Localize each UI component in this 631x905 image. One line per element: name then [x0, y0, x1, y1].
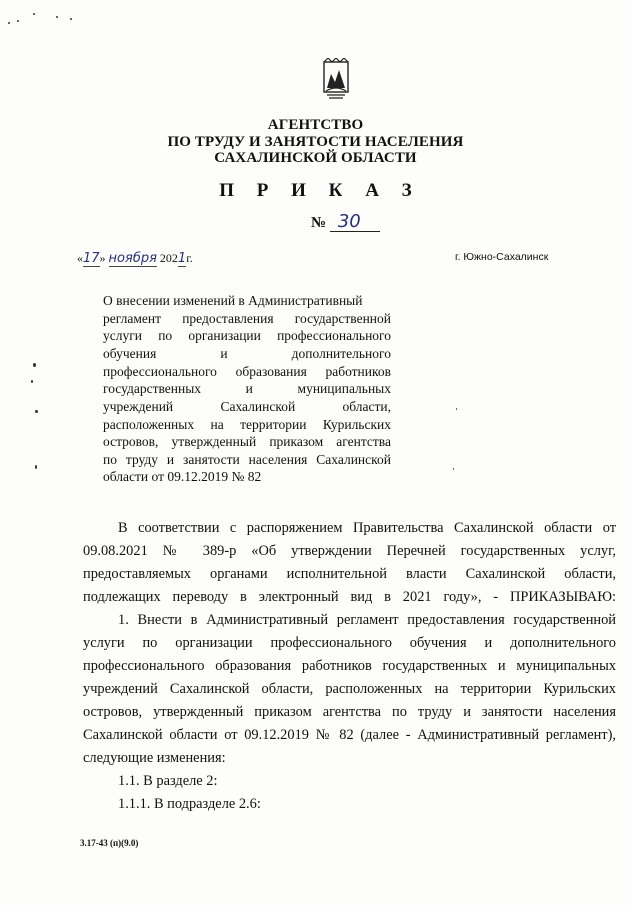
- scan-speck: [56, 16, 58, 18]
- subject-line: островов, утвержденный приказом агентства: [103, 434, 391, 449]
- handwritten-month: ноября: [108, 251, 157, 266]
- order-date: [77, 251, 193, 266]
- city-name: г. Южно-Сахалинск: [455, 251, 549, 263]
- scan-speck: [453, 468, 454, 470]
- body-line: Сахалинской области от 09.12.2019 № 82 (далее - Административный регламент),: [83, 727, 616, 743]
- body-line: профессионального образования работников государственных и муниципальных: [83, 658, 616, 674]
- body-line: 09.08.2021 № 389-р «Об утверждении Перечней государственных услуг,: [83, 543, 616, 559]
- agency-name-line: САХАЛИНСКОЙ ОБЛАСТИ: [214, 150, 417, 166]
- scan-speck: [35, 410, 38, 413]
- subject-line: расположенных на территории Курильских: [103, 417, 391, 432]
- order-title: П Р И К А З: [219, 180, 421, 201]
- body-line: 1. Внести в Административный регламент предоставления государственной: [118, 612, 616, 628]
- body-line: предоставляемых органами исполнительной власти Сахалинской области,: [83, 566, 616, 582]
- order-number: [311, 213, 380, 232]
- coat-of-arms-emblem: [323, 58, 349, 100]
- subject-line: регламент предоставления государственной: [103, 311, 391, 326]
- body-line: подлежащих переводу в электронный вид в 2021 году», - ПРИКАЗЫВАЮ:: [83, 589, 616, 605]
- subject-line: области от 09.12.2019 № 82: [103, 469, 262, 484]
- scan-speck: [70, 18, 72, 20]
- body-line: 1.1.1. В подразделе 2.6:: [118, 796, 261, 812]
- date-year-suffix: г.: [186, 251, 193, 265]
- handwritten-day: 17: [83, 251, 100, 266]
- body-line: следующие изменения:: [83, 750, 226, 766]
- scan-speck: [31, 380, 33, 383]
- number-sign: №: [311, 215, 327, 231]
- date-year-prefix: 202: [159, 251, 178, 265]
- handwritten-year-digit: 1: [177, 251, 187, 266]
- form-code: 3.17-43 (п)(9.0): [80, 838, 139, 848]
- subject-line: учреждений Сахалинской области,: [103, 399, 391, 414]
- scan-speck: [35, 465, 37, 469]
- scan-speck: [33, 363, 36, 367]
- subject-line: государственных и муниципальных: [103, 381, 391, 396]
- scan-speck: [33, 13, 35, 15]
- date-quote: «: [77, 251, 83, 265]
- scan-speck: [456, 408, 457, 410]
- date-quote: »: [99, 251, 106, 265]
- agency-name-line: ПО ТРУДУ И ЗАНЯТОСТИ НАСЕЛЕНИЯ: [167, 134, 464, 150]
- body-line: островов, утвержденный приказом агентства по труду и занятости населения: [83, 704, 616, 720]
- body-line: 1.1. В разделе 2:: [118, 773, 218, 789]
- scan-speck: [17, 20, 19, 22]
- handwritten-order-number: 30: [330, 213, 380, 232]
- body-line: В соответствии с распоряжением Правительства Сахалинской области от: [118, 520, 616, 536]
- agency-name-line: АГЕНТСТВО: [267, 117, 364, 133]
- subject-line: по труду и занятости населения Сахалинской: [103, 452, 391, 467]
- scan-speck: [8, 22, 10, 24]
- subject-line: услуги по организации профессионального: [103, 328, 391, 343]
- body-line: учреждений Сахалинской области, расположенных на территории Курильских: [83, 681, 616, 697]
- subject-line: О внесении изменений в Административный: [103, 293, 363, 308]
- body-line: услуги по организации профессионального обучения и дополнительного: [83, 635, 616, 651]
- subject-line: обучения и дополнительного: [103, 346, 391, 361]
- subject-line: профессионального образования работников: [103, 364, 391, 379]
